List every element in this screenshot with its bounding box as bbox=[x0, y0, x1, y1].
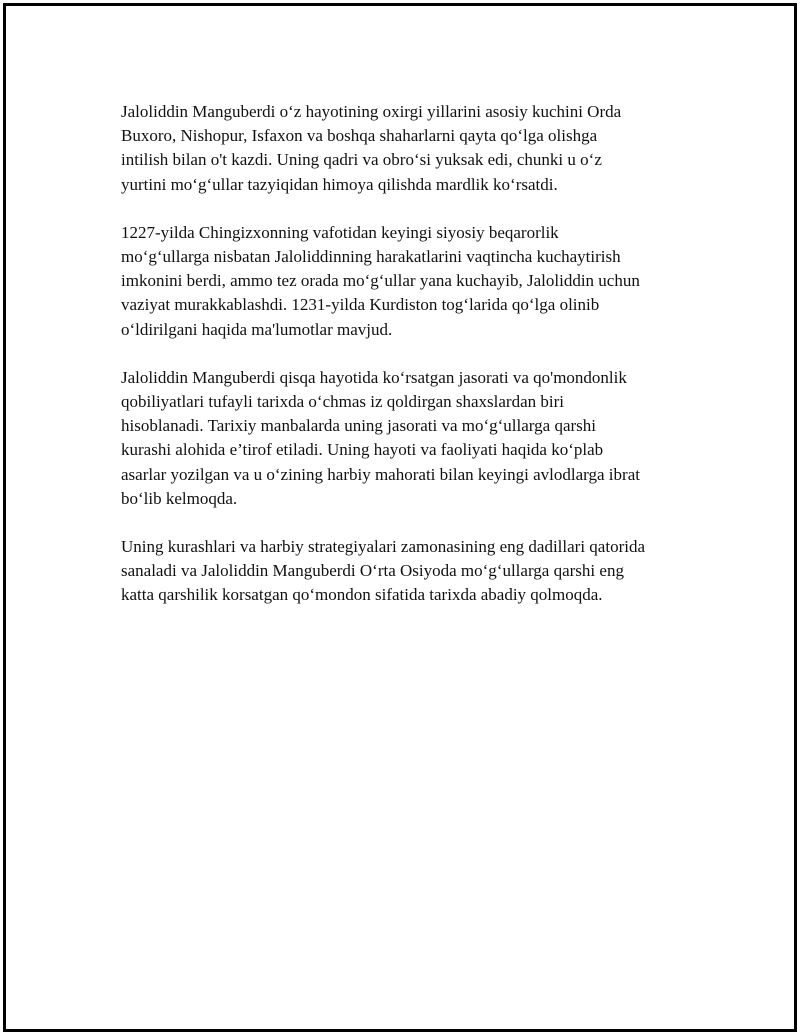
text-line: Uning kurashlari va harbiy strategiyalari zamonasining eng dadillari qatorida bbox=[121, 537, 645, 557]
text-line: qobiliyatlari tufayli tarixda o‘chmas iz qoldirgan shaxslardan biri bbox=[121, 392, 564, 412]
text-line: Buxoro, Nishopur, Isfaxon va boshqa shaharlarni qayta qo‘lga olishga bbox=[121, 126, 598, 146]
text-line: asarlar yozilgan va u o‘zining harbiy mahorati bilan keyingi avlodlarga ibrat bbox=[121, 464, 640, 484]
text-line: hisoblanadi. Tarixiy manbalarda uning jasorati va mo‘g‘ullarga qarshi bbox=[121, 416, 596, 436]
text-line: imkonini berdi, ammo tez orada mo‘g‘ullar yana kuchayib, Jaloliddin uchun bbox=[121, 271, 640, 291]
paragraph-2 bbox=[121, 221, 701, 342]
document-body bbox=[121, 100, 701, 632]
text-line: bo‘lib kelmoqda. bbox=[121, 488, 238, 508]
text-line: kurashi alohida e’tirof etiladi. Uning hayoti va faoliyati haqida ko‘plab bbox=[121, 440, 604, 460]
text-line: yurtini mo‘g‘ullar tazyiqidan himoya qilishda mardlik ko‘rsatdi. bbox=[121, 174, 558, 194]
paragraph-4 bbox=[121, 535, 701, 608]
text-line: Jaloliddin Manguberdi qisqa hayotida ko‘rsatgan jasorati va qo'mondonlik bbox=[121, 367, 627, 387]
paragraph-1 bbox=[121, 100, 701, 197]
text-line: o‘ldirilgani haqida ma'lumotlar mavjud. bbox=[121, 319, 393, 339]
text-line: vaziyat murakkablashdi. 1231-yilda Kurdiston tog‘larida qo‘lga olinib bbox=[121, 295, 600, 315]
text-line: 1227-yilda Chingizxonning vafotidan keyingi siyosiy beqarorlik bbox=[121, 222, 559, 242]
text-line: Jaloliddin Manguberdi o‘z hayotining oxirgi yillarini asosiy kuchini Orda bbox=[121, 102, 622, 121]
text-line: mo‘g‘ullarga nisbatan Jaloliddinning harakatlarini vaqtincha kuchaytirish bbox=[121, 247, 621, 267]
text-line: sanaladi va Jaloliddin Manguberdi O‘rta Osiyoda mo‘g‘ullarga qarshi eng bbox=[121, 561, 624, 581]
page-frame bbox=[3, 3, 797, 1032]
text-line: katta qarshilik korsatgan qo‘mondon sifatida tarixda abadiy qolmoqda. bbox=[121, 585, 603, 605]
text-line: intilish bilan o't kazdi. Uning qadri va obro‘si yuksak edi, chunki u o‘z bbox=[121, 150, 602, 170]
paragraph-3 bbox=[121, 366, 701, 511]
